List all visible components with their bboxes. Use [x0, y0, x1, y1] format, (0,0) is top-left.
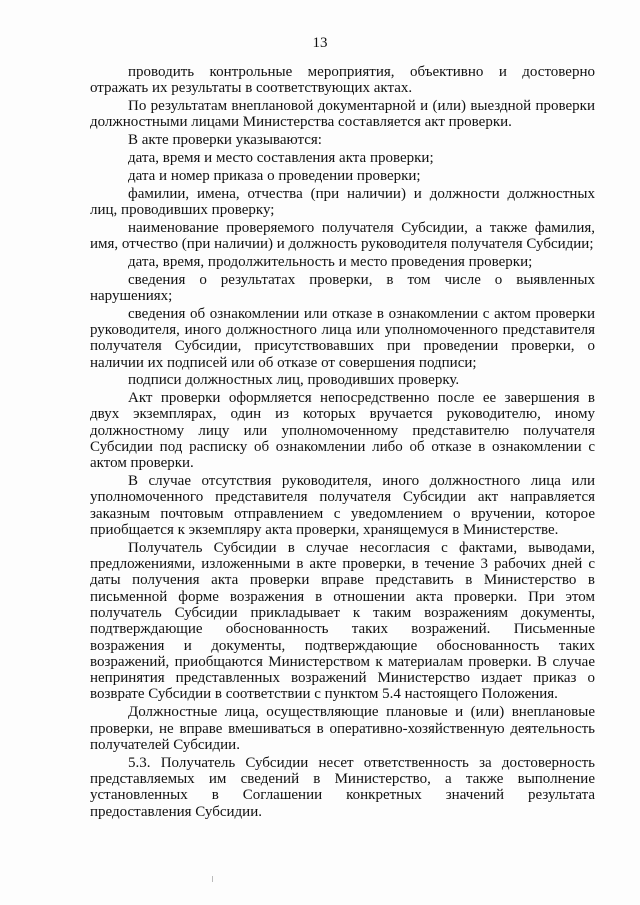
paragraph: наименование проверяемого получателя Субсидии, а также фамилия, имя, отчество (при наличии) и должность руководителя получателя Субсидии;	[90, 219, 595, 252]
paragraph: По результатам внеплановой документарной и (или) выездной проверки должностными лицами Министерства составляется акт проверки.	[90, 98, 595, 131]
page-number: 13	[312, 35, 328, 51]
paragraph: дата, время, продолжительность и место проведения проверки;	[128, 253, 533, 270]
paragraph: сведения об ознакомлении или отказе в ознакомлении с актом проверки руководителя, иного должностного лица или уполномоченного представителя получателя Субсидии, присутствовавших при проведении проверки, о наличии их подписей или об отказе от совершения подписи;	[90, 305, 595, 371]
paragraph: В случае отсутствия руководителя, иного должностного лица или уполномоченного представителя получателя Субсидии акт направляется заказным почтовым отправлением с уведомлением о вручении, которое приобщается к экземпляру акта проверки, хранящемуся в Министерстве.	[90, 473, 595, 539]
paragraph: Получатель Субсидии в случае несогласия с фактами, выводами, предложениями, изложенными в акте проверки, в течение 3 рабочих дней с даты получения акта проверки вправе представить в Министерство в письменной форме возражения в отношении акта проверки. При этом получатель Субсидии прикладывает к таким возражениям документы, подтверждающие обоснованность таких возражений. Письменные возражения и документы, подтверждающие обоснованность таких возражений, приобщаются Министерством к материалам проверки. В случае непринятия представленных возражений Министерство издает приказ о возврате Субсидии в соответствии с пунктом 5.4 настоящего Положения.	[90, 539, 595, 703]
paragraph: подписи должностных лиц, проводивших проверку.	[128, 372, 460, 389]
paragraph: сведения о результатах проверки, в том числе о выявленных нарушениях;	[90, 271, 595, 304]
paragraph: дата и номер приказа о проведении проверки;	[128, 167, 421, 184]
scan-mark	[212, 876, 213, 882]
paragraph: проводить контрольные мероприятия, объективно и достоверно отражать их результаты в соответствующих актах.	[90, 64, 595, 97]
body-text	[90, 64, 595, 821]
paragraph: Должностные лица, осуществляющие плановые и (или) внеплановые проверки, не вправе вмешиваться в оперативно-хозяйственную деятельность получателей Субсидии.	[90, 704, 595, 753]
paragraph: Акт проверки оформляется непосредственно после ее завершения в двух экземплярах, один из которых вручается руководителю, иному должностному лицу или уполномоченному представителю получателя Субсидии под расписку об ознакомлении либо об отказе в ознакомлении с актом проверки.	[90, 390, 595, 472]
paragraph: 5.3. Получатель Субсидии несет ответственность за достоверность представляемых им сведений в Министерство, а также выполнение установленных в Соглашении конкретных значений результата предоставления Субсидии.	[90, 754, 595, 820]
paragraph: фамилии, имена, отчества (при наличии) и должности должностных лиц, проводивших проверку;	[90, 185, 595, 218]
paragraph: дата, время и место составления акта проверки;	[128, 149, 434, 166]
paragraph: В акте проверки указываются:	[128, 132, 322, 149]
